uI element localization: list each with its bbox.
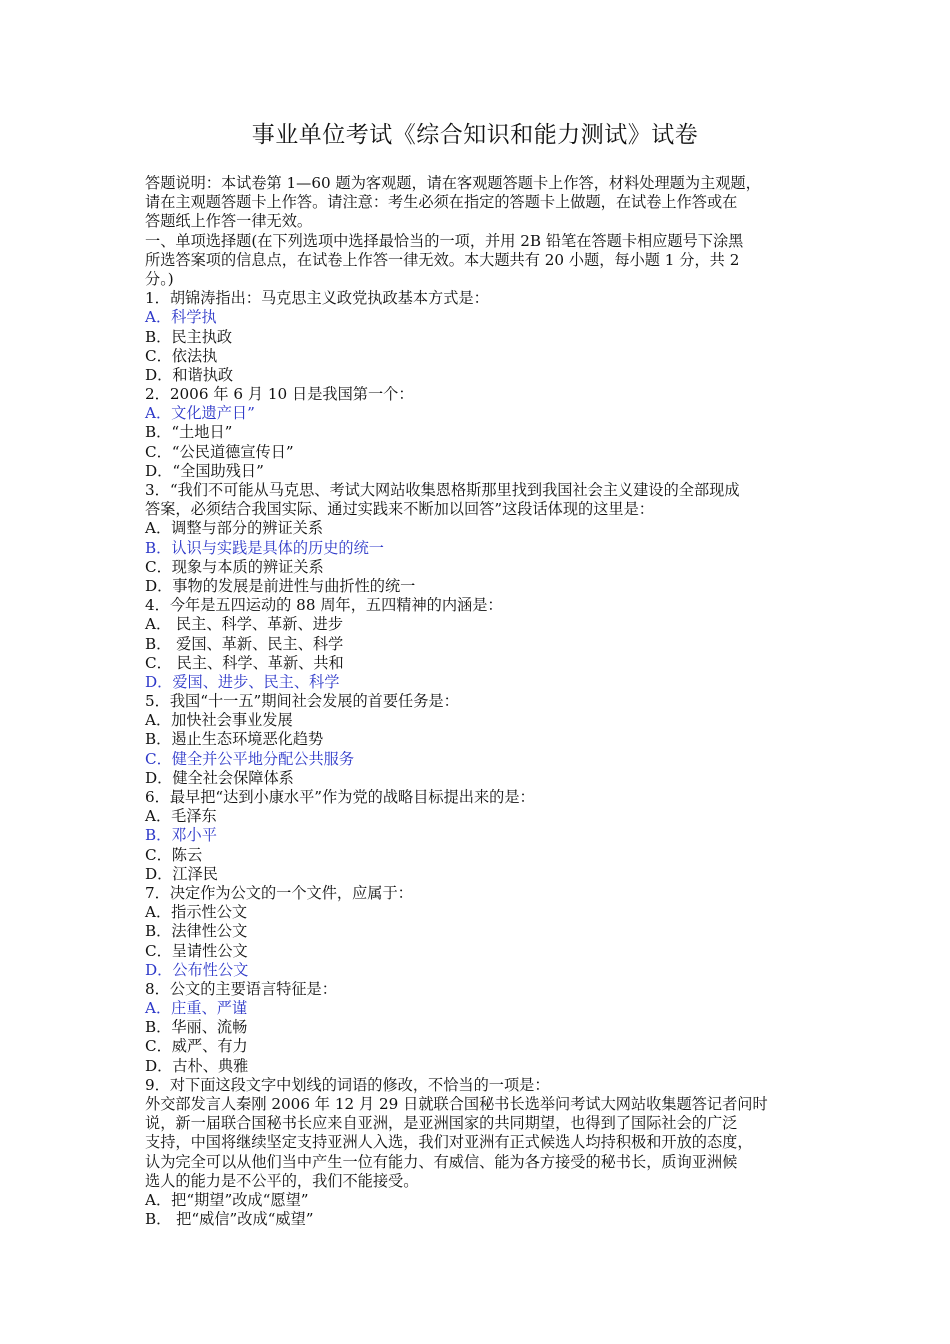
question-8 [145,980,817,1076]
question-3 [145,481,817,596]
question-stem: 答案，必须结合我国实际、通过实践来不断加以回答”这段话体现的这里是： [145,500,654,519]
passage-line: 支持，中国将继续坚定支持亚洲人入选，我们对亚洲有正式候选人均持积极和开放的态度， [145,1133,753,1152]
option-correct: B．邓小平 [145,826,217,845]
question-stem: 9．对下面这段文字中划线的词语的修改，不恰当的一项是： [145,1075,550,1094]
passage-line: 认为完全可以从他们当中产生一位有能力、有威信、能为各方接受的秘书长，质询亚洲候 [145,1152,738,1171]
option-correct: C．健全并公平地分配公共服务 [145,749,355,768]
option: D．“全国助残日” [145,461,264,480]
section-heading-line: 分。) [145,269,174,288]
option-correct: A．科学执 [145,308,217,327]
option: A．加快社会事业发展 [145,711,293,730]
question-stem: 1．胡锦涛指出：马克思主义政党执政基本方式是： [145,289,489,308]
instructions-line: 答题纸上作答一律无效。 [145,212,313,231]
option: C．依法执 [145,346,218,365]
option: D．事物的发展是前进性与曲折性的统一 [145,576,416,595]
passage-line: 外交部发言人秦刚 2006 年 12 月 29 日就联合国秘书长选举问考试大网站收集题答记者问时 [145,1095,768,1113]
question-5 [145,692,817,788]
instructions-line: 请在主观题答题卡上作答。请注意：考生必须在指定的答题卡上做题，在试卷上作答或在 [145,193,738,212]
option-correct: A．庄重、严谨 [145,999,248,1018]
option: B．民主执政 [145,327,233,346]
question-1 [145,289,817,385]
question-stem: 7．决定作为公文的一个文件，应属于： [145,883,413,902]
option: D．古朴、典雅 [145,1056,249,1075]
passage-line: 说，新一届联合国秘书长应来自亚洲，是亚洲国家的共同期望，也得到了国际社会的广泛 [145,1114,738,1133]
option: C． 民主、科学、革新、共和 [145,653,344,672]
question-stem: 3．“我们不可能从马克思、考试大网站收集恩格斯那里找到我国社会主义建设的全部现成 [145,481,740,499]
section-heading-line: 一、单项选择题(在下列选项中选择最恰当的一项，并用 2B 铅笔在答题卡相应题号下涂黑 [145,231,744,250]
question-stem: 4．今年是五四运动的 88 周年，五四精神的内涵是： [145,596,503,615]
option: C．现象与本质的辨证关系 [145,557,324,576]
option: C．呈请性公文 [145,941,248,960]
question-4 [145,596,817,692]
option: A．调整与部分的辨证关系 [145,519,324,538]
option: C．“公民道德宣传日” [145,442,294,461]
option: D．江泽民 [145,864,218,883]
option-correct: A．文化遗产日” [145,404,255,423]
question-2 [145,385,817,481]
page-title: 事业单位考试《综合知识和能力测试》试卷 [251,122,699,148]
option-correct: D．公布性公文 [145,960,249,979]
option: B． 把“威信”改成“威望” [145,1210,314,1229]
option: A．毛泽东 [145,807,217,826]
instructions-line: 答题说明：本试卷第 1—60 题为客观题，请在客观题答题卡上作答，材料处理题为主观题， [145,174,761,192]
question-stem: 5．我国“十一五”期间社会发展的首要任务是： [145,692,459,711]
option: B．遏止生态环境恶化趋势 [145,730,324,749]
section-heading [145,232,817,290]
section-heading-line: 所选答案项的信息点，在试卷上作答一律无效。本大题共有 20 小题，每小题 1 分，共 2 [145,250,740,269]
question-stem: 2．2006 年 6 月 10 日是我国第一个： [145,385,414,404]
question-stem: 8．公文的主要语言特征是： [145,979,337,998]
option: D．和谐执政 [145,365,234,384]
question-7 [145,884,817,980]
option: B．“土地日” [145,423,233,442]
option: A．把“期望”改成“愿望” [145,1190,309,1209]
question-stem: 6．最早把“达到小康水平”作为党的战略目标提出来的是： [145,788,535,806]
option: D．健全社会保障体系 [145,768,294,787]
exam-body [145,174,817,1229]
passage-line: 选人的能力是不公平的，我们不能接受。 [145,1171,419,1190]
instructions [145,174,817,232]
option: B． 爱国、革新、民主、科学 [145,634,344,653]
option-correct: D．爱国、进步、民主、科学 [145,672,340,691]
question-9 [145,1076,817,1230]
option: B．华丽、流畅 [145,1018,248,1037]
option: B．法律性公文 [145,922,248,941]
option: A．指示性公文 [145,903,248,922]
question-6 [145,788,817,884]
option: A． 民主、科学、革新、进步 [145,615,344,634]
option: C．陈云 [145,845,203,864]
option-correct: B．认识与实践是具体的历史的统一 [145,538,384,557]
option: C．威严、有力 [145,1037,248,1056]
